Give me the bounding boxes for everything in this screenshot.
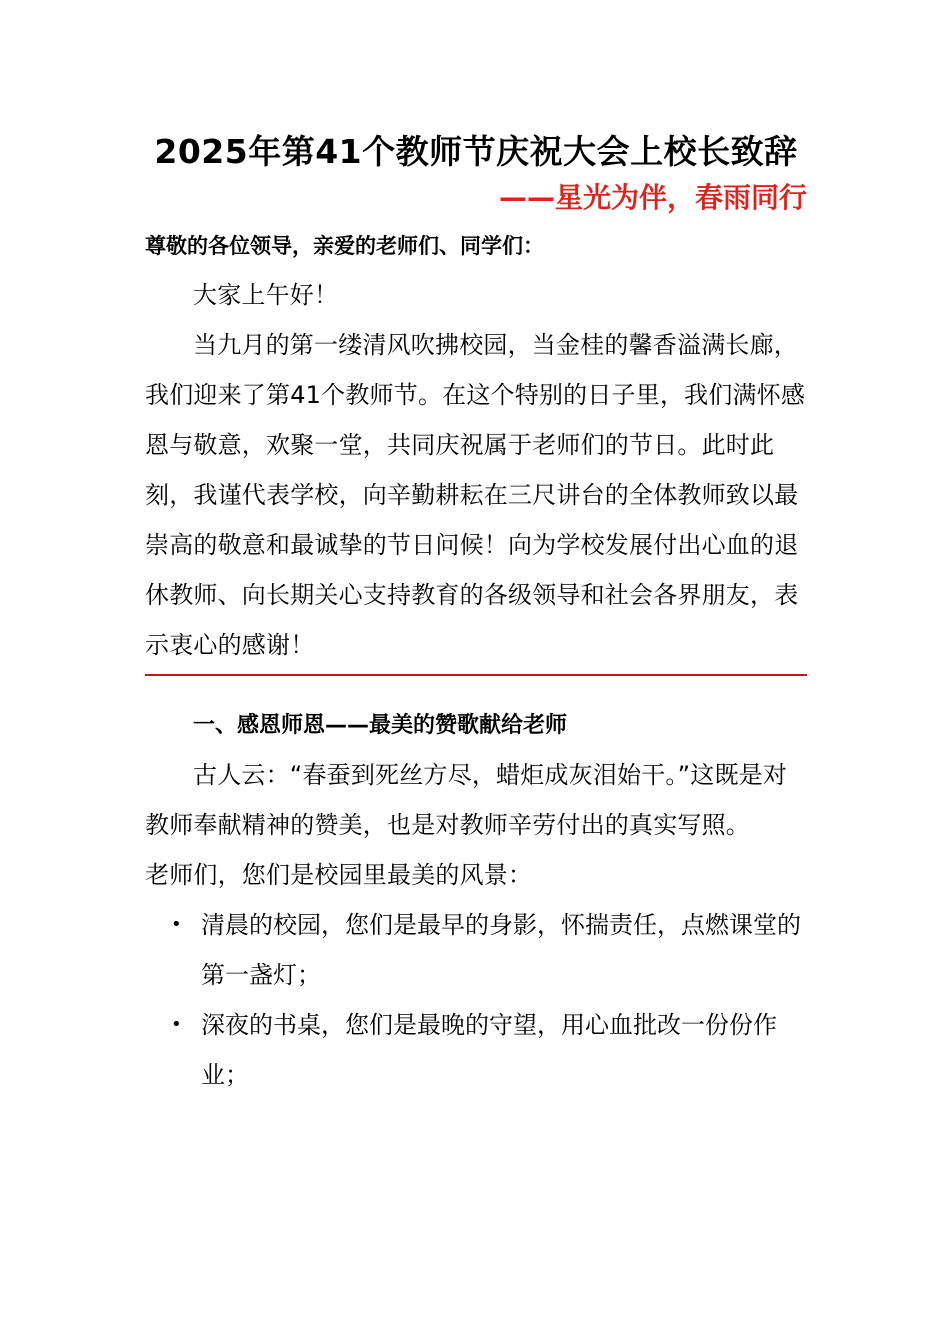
bullet-icon: •: [171, 1014, 182, 1035]
bullet-list: [145, 900, 807, 1100]
list-item-text: 清晨的校园，您们是最早的身影，怀揣责任，点燃课堂的第一盏灯；: [201, 911, 801, 989]
list-item: [145, 900, 807, 1000]
list-item-text: 深夜的书桌，您们是最晚的守望，用心血批改一份份作业；: [201, 1011, 777, 1089]
section-heading: 一、感恩师恩——最美的赞歌献给老师: [193, 713, 568, 738]
list-item: [145, 1000, 807, 1100]
intro-paragraph: 当九月的第一缕清风吹拂校园，当金桂的馨香溢满长廊，我们迎来了第41个教师节。在这个特别的日子里，我们满怀感恩与敬意，欢聚一堂，共同庆祝属于老师们的节日。此时此刻，我谨代表学校，向辛勤耕耘在三尺讲台的全体教师致以最崇高的敬意和最诚挚的节日问候！向为学校发展付出心血的退休教师、向长期关心支持教育的各级领导和社会各界朋友，表示衷心的感谢！: [145, 331, 806, 659]
greeting-paragraph: 大家上午好！: [193, 281, 339, 309]
document-title: 2025年第41个教师节庆祝大会上校长致辞: [154, 132, 798, 171]
section-lead: 老师们，您们是校园里最美的风景：: [145, 861, 533, 889]
document-body: [145, 128, 807, 1100]
document-subtitle: ——星光为伴，春雨同行: [498, 181, 807, 214]
bullet-icon: •: [171, 914, 182, 935]
section-paragraph: 古人云：“春蚕到死丝方尽，蜡炬成灰泪始干。”这既是对教师奉献精神的赞美，也是对教师辛劳付出的真实写照。: [145, 761, 788, 839]
salutation: 尊敬的各位领导，亲爱的老师们、同学们：: [145, 234, 544, 258]
section-divider: [145, 674, 807, 676]
